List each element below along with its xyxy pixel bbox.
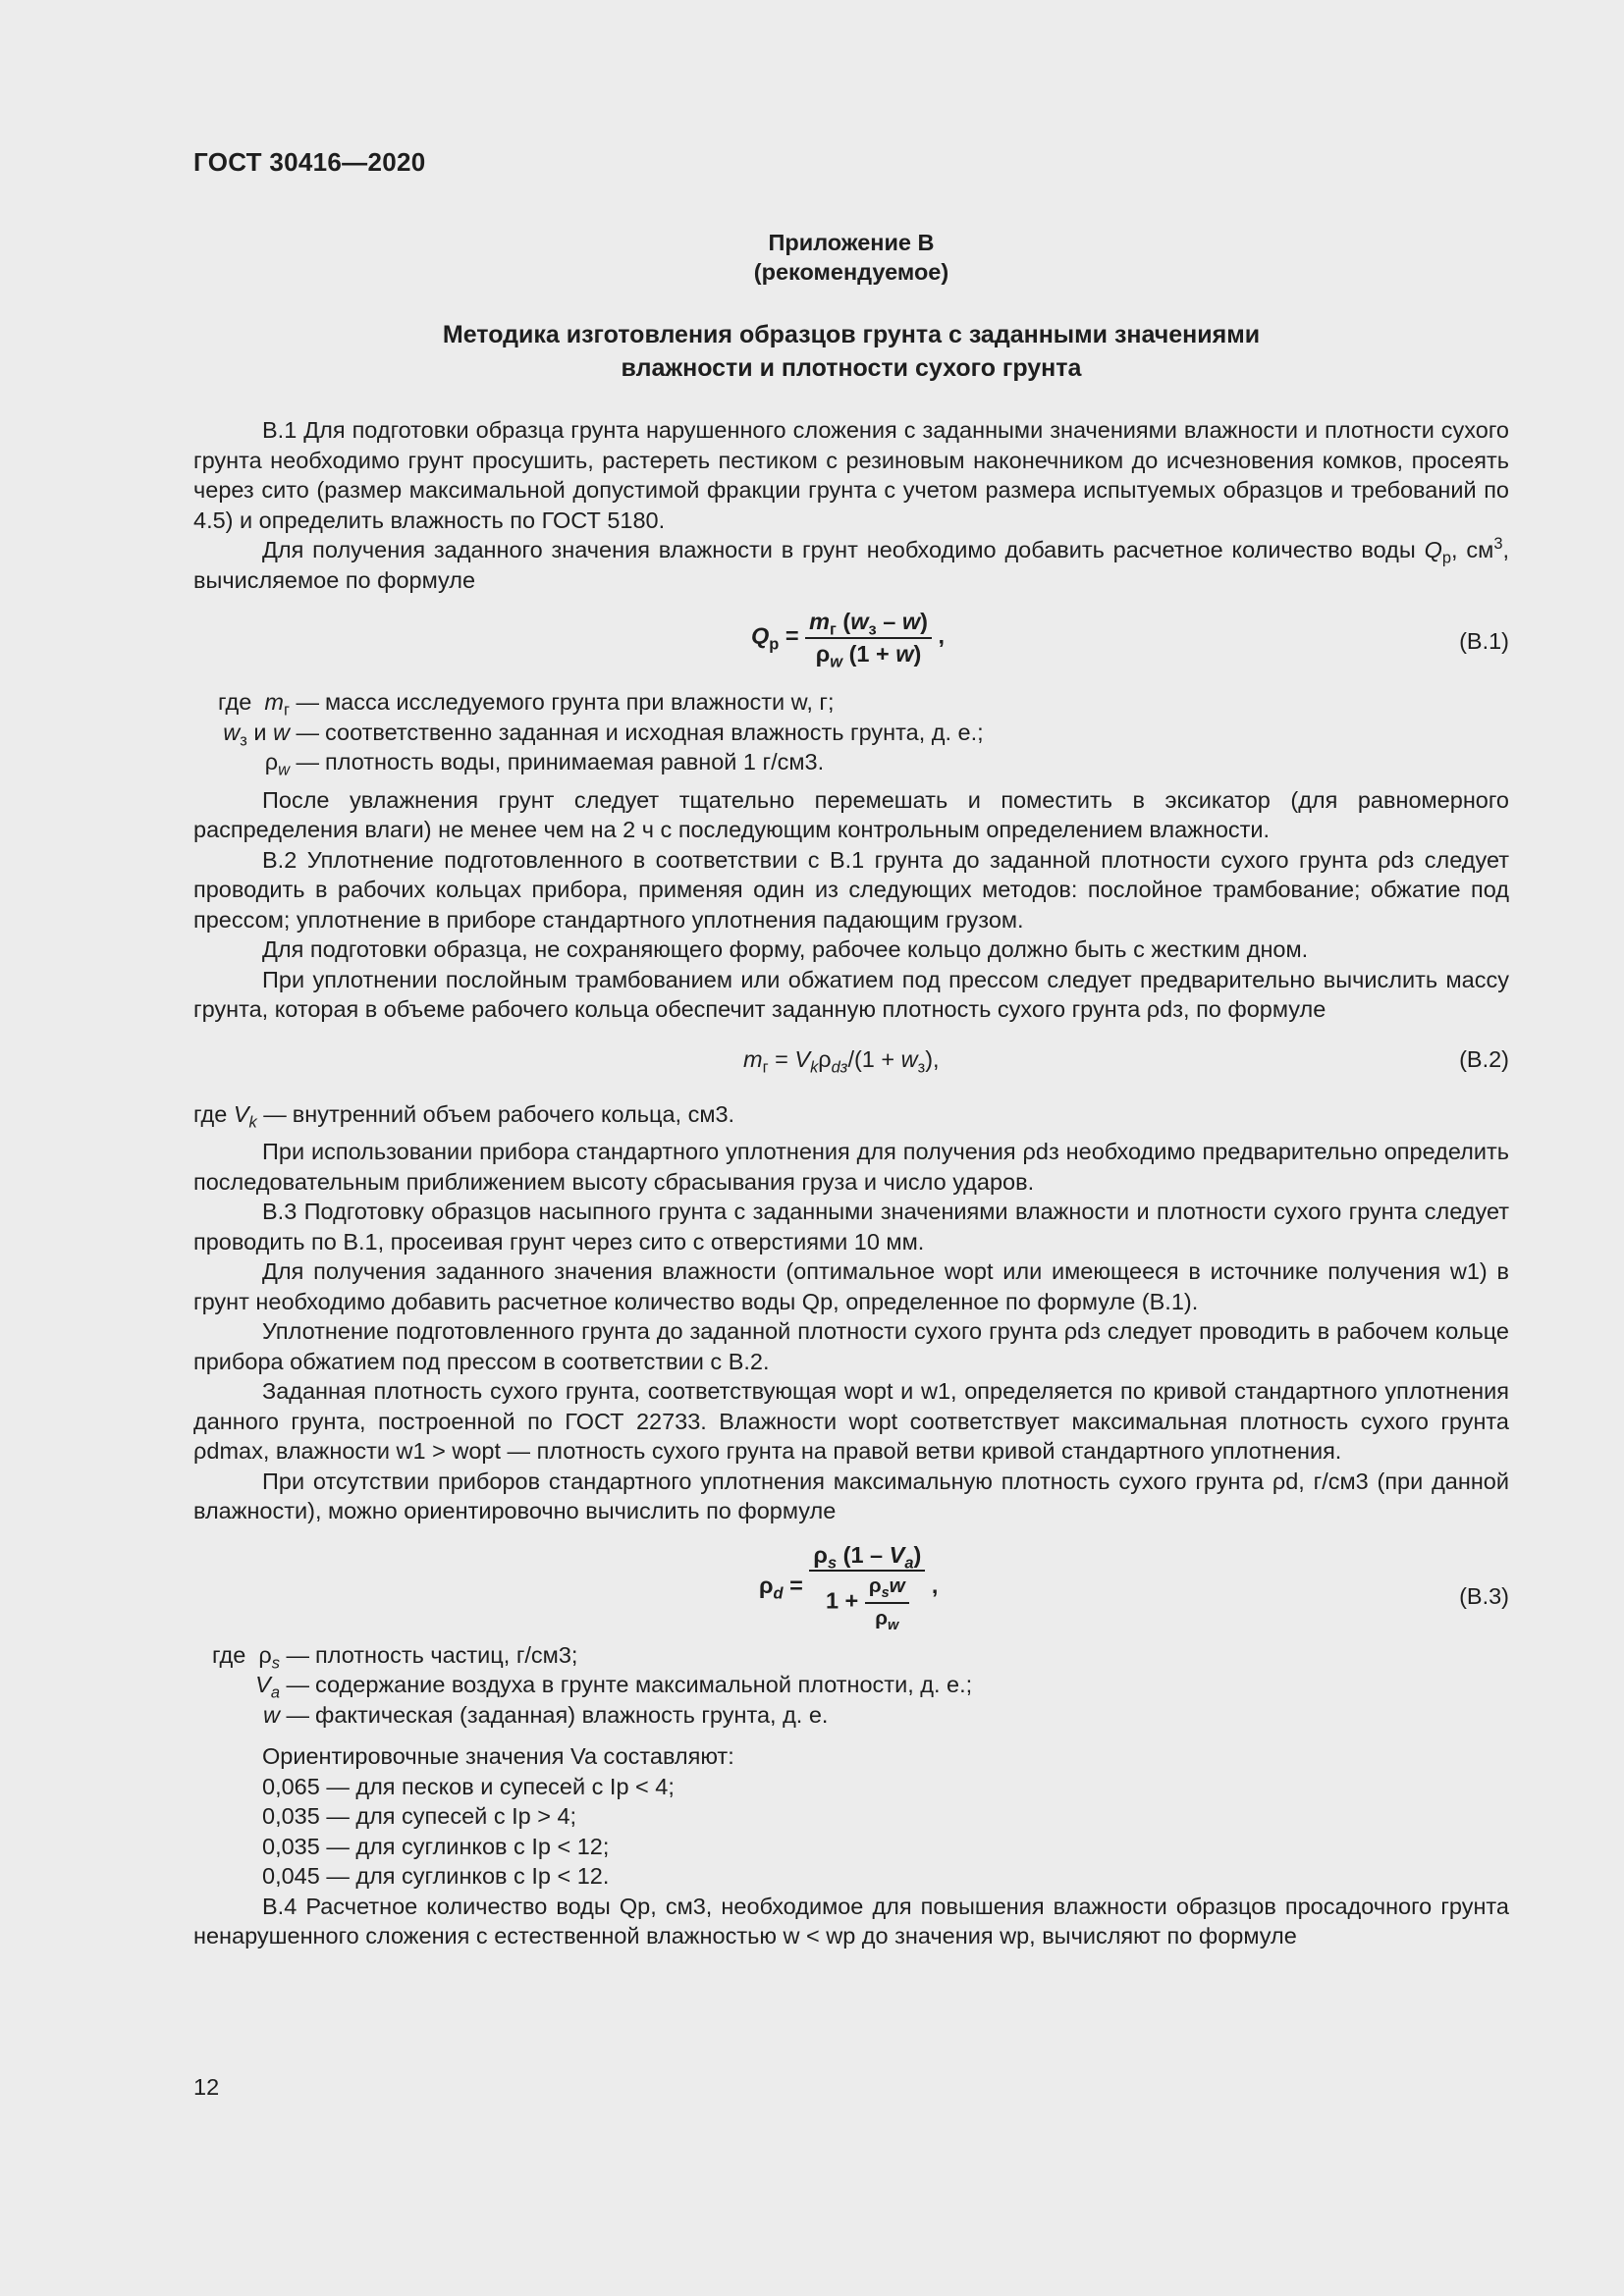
document-code: ГОСТ 30416—2020: [193, 147, 426, 177]
formula-b1: $Q_р$ = $\frac{m_г (w_з - w)}{\rho_w (1 + w)}$ , (В.1): [751, 609, 1509, 671]
formula-b3: $\rho_d$ = $\rho_s$ $(1 - V_a)$ 1 + $\frac{\rho_sw}{\rho_w}$ , (В.3): [759, 1541, 1509, 1633]
paragraph-standard-device: При использовании прибора стандартного уплотнения для получения ρdз необходимо предварительно определить последовательным приближением высоту сбрасывания груза и число ударов.: [193, 1139, 1509, 1195]
formula-b1-number: (В.1): [1459, 628, 1509, 654]
va-values-list: [193, 1741, 1509, 1892]
section-title-line2: влажности и плотности сухого грунта: [621, 354, 1082, 382]
body-text: [193, 415, 1509, 1951]
paragraph-b1-water-tail: , вычисляемое по формуле: [193, 537, 1509, 593]
va-item: 0,045 — для суглинков с Ip < 12.: [262, 1863, 610, 1889]
definition-vk: где $V_k$ — внутренний объем рабочего кольца, см3.: [193, 1100, 735, 1132]
paragraph-b1-water: Для получения заданного значения влажности в грунт необходимо добавить расчетное количество воды $Q_р$, $см^3$, вычисляемое по формуле: [193, 535, 1509, 593]
va-intro: Ориентировочные значения Va составляют:: [262, 1743, 734, 1769]
def-va: содержание воздуха в грунте максимальной плотности, д. е.;: [315, 1672, 973, 1697]
section-title: [193, 318, 1509, 385]
va-item: 0,035 — для супесей с Ip > 4;: [262, 1803, 577, 1829]
appendix-heading: [193, 228, 1509, 287]
appendix-status: (рекомендуемое): [753, 259, 949, 285]
va-item: 0,035 — для суглинков с Ip < 12;: [262, 1833, 610, 1859]
def-mg: масса исследуемого грунта при влажности w, г;: [325, 689, 835, 715]
paragraph-no-device: При отсутствии приборов стандартного уплотнения максимальную плотность сухого грунта ρd, г/см3 (при данной влажности), можно ориентировочно вычислить по формуле: [193, 1468, 1509, 1523]
page-number: 12: [193, 2074, 220, 2100]
formula-b3-number: (В.3): [1459, 1582, 1509, 1609]
paragraph-compaction-b2: Уплотнение подготовленного грунта до заданной плотности сухого грунта ρdз следует проводить в рабочем кольце прибора обжатием под прессом в соответствии с В.2.: [193, 1318, 1509, 1374]
formula-b2-number: (В.2): [1459, 1045, 1509, 1072]
def-w: фактическая (заданная) влажность грунта, д. е.: [315, 1701, 829, 1728]
paragraph-b1: В.1 Для подготовки образца грунта нарушенного сложения с заданными значениями влажности и плотности сухого грунта необходимо грунт просушить, растереть пестиком с резиновым наконечником до исчезновения комков, просеять через сито (размер максимальной допустимой фракции грунта с учетом размера испытуемых образцов и требований по 4.5) и определить влажность по ГОСТ 5180.: [193, 417, 1509, 533]
paragraph-b3: В.3 Подготовку образцов насыпного грунта с заданными значениями влажности и плотности сухого грунта следует проводить по В.1, просеивая грунт через сито с отверстиями 10 мм.: [193, 1199, 1509, 1255]
def-rho-s: плотность частиц, г/см3;: [315, 1641, 578, 1668]
appendix-title: Приложение В: [768, 230, 935, 255]
paragraph-ring: Для подготовки образца, не сохраняющего форму, рабочее кольцо должно быть с жестким дном.: [262, 936, 1309, 962]
definitions-b3: где $\rho_s$ — плотность частиц, г/см3; $V_a$ — содержание воздуха в грунте максимальной плотности, д. е.; w — фактическая (заданная) влажность грунта, д. е.: [193, 1640, 1509, 1731]
paragraph-wopt: Для получения заданного значения влажности (оптимальное wopt или имеющееся в источнике получения w1) в грунт необходимо добавить расчетное количество воды Qр, определенное по формуле (В.1).: [193, 1258, 1509, 1314]
formula-b2: $m_г = V_k\rho_{dз}/(1 + w_з)$, (В.2): [743, 1045, 1509, 1077]
paragraph-b1-water-text: Для получения заданного значения влажности в грунт необходимо добавить расчетное количество воды: [262, 537, 1425, 562]
paragraph-density-curve: Заданная плотность сухого грунта, соответствующая wopt и w1, определяется по кривой стандартного уплотнения данного грунта, построенной по ГОСТ 22733. Влажности wopt соответствует максимальная плотность сухого грунта ρdmax, влажности w1 > wopt — плотность сухого грунта на правой ветви кривой стандартного уплотнения.: [193, 1378, 1509, 1464]
paragraph-mixing: После увлажнения грунт следует тщательно перемешать и поместить в эксикатор (для равномерного распределения влаги) не менее чем на 2 ч с последующим контрольным определением влажности.: [193, 786, 1509, 842]
def-rho-w: плотность воды, принимаемая равной 1 г/см3.: [325, 749, 825, 774]
def-wz-w: соответственно заданная и исходная влажность грунта, д. е.;: [325, 719, 984, 745]
paragraph-compaction: При уплотнении послойным трамбованием или обжатием под прессом следует предварительно вычислить массу грунта, которая в объеме рабочего кольца обеспечит заданную плотность сухого грунта ρdз, по формуле: [193, 966, 1509, 1022]
paragraph-b4: В.4 Расчетное количество воды Qр, см3, необходимое для повышения влажности образцов просадочного грунта ненарушенного сложения с естественной влажностью w < wp до значения wp, вычисляют по формуле: [193, 1893, 1509, 1949]
paragraph-b2: В.2 Уплотнение подготовленного в соответствии с В.1 грунта до заданной плотности сухого грунта ρdз следует проводить в рабочих кольцах прибора, применяя один из следующих методов: послойное трамбование; обжатие под прессом; уплотнение в приборе стандартного уплотнения падающим грузом.: [193, 846, 1509, 933]
definitions-b1: где $m_г$ — масса исследуемого грунта при влажности w, г; $w_з$ и w — соответственно заданная и исходная влажность грунта, д. е.; $\rho_w$ — плотность воды, принимаемая равной 1 г/см3.: [218, 689, 984, 779]
va-item: 0,065 — для песков и супесей с Ip < 4;: [262, 1773, 675, 1799]
section-title-line1: Методика изготовления образцов грунта с заданными значениями: [442, 321, 1261, 348]
